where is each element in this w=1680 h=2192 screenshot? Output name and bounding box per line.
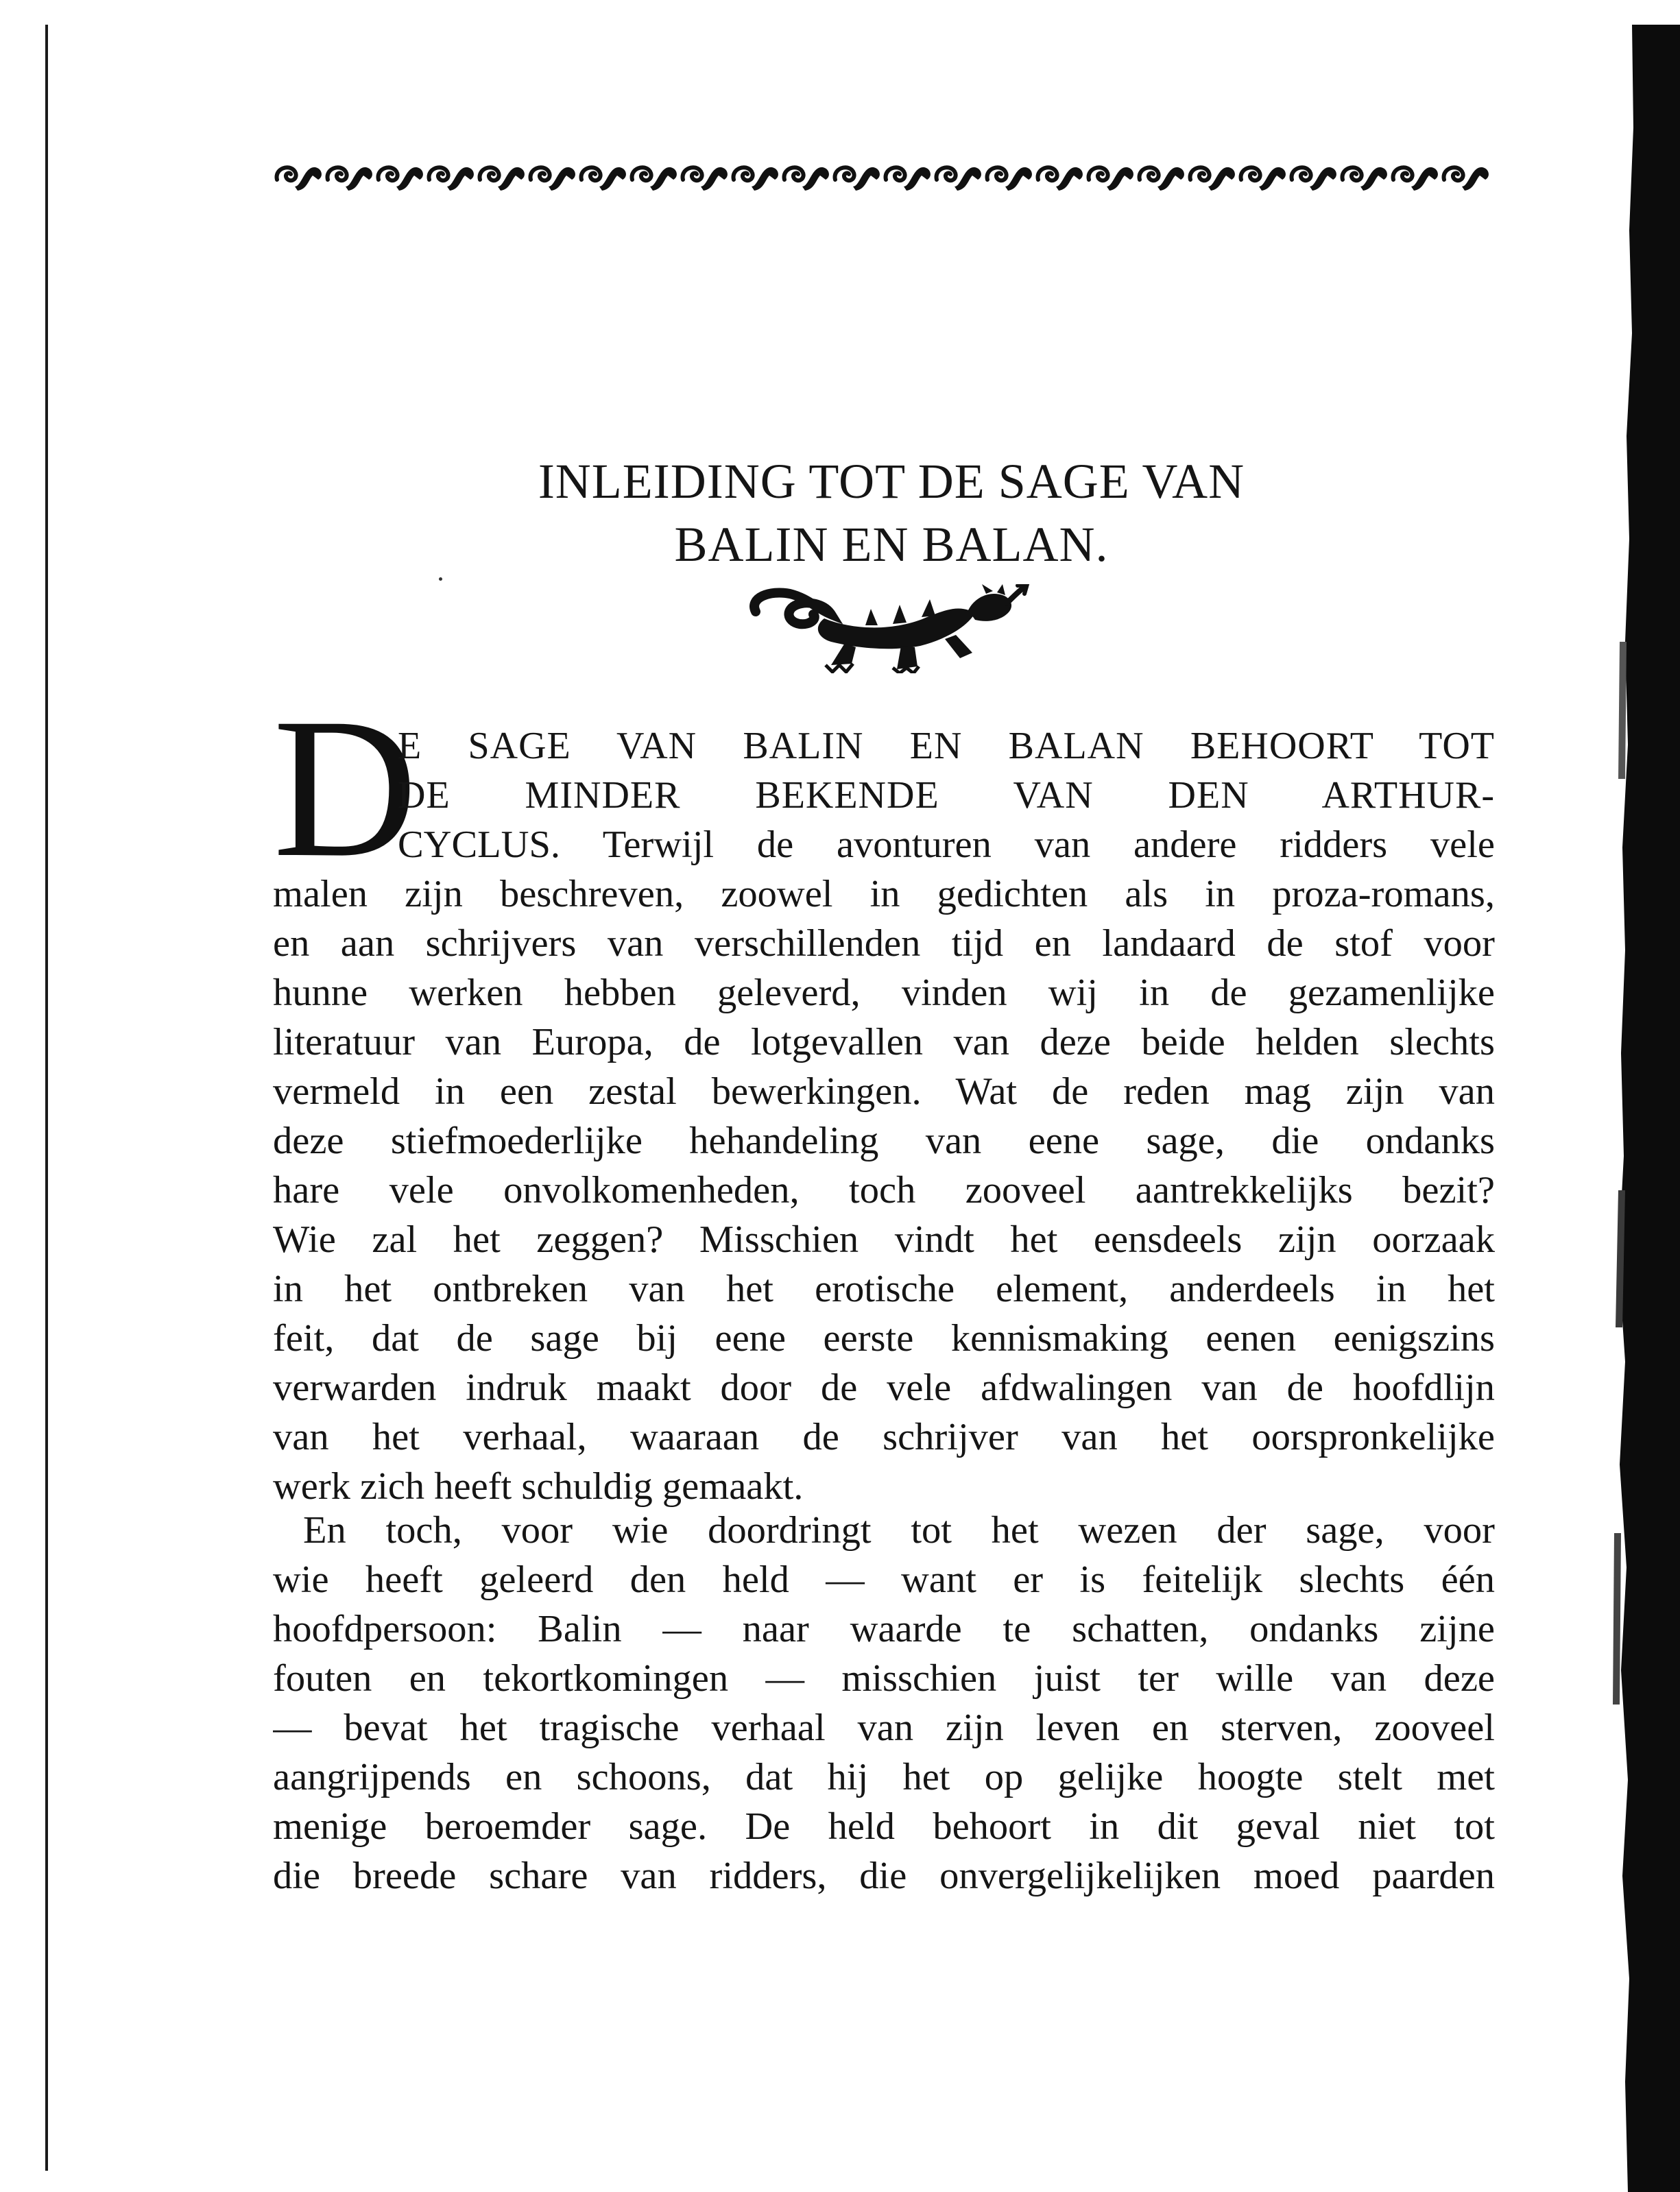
scan-right-edge-shadow [1605,25,1680,2192]
text-line: E SAGE VAN BALIN EN BALAN BEHOORT TOT [398,725,1495,767]
text-line: En toch, voor wie doordringt tot het wezen der sage, voor [303,1509,1495,1552]
text-line: van het verhaal, waaraan de schrijver van het oorspronkelijke [273,1416,1495,1458]
scroll-border-motif [1241,167,1286,191]
scan-left-edge-line [45,25,48,2171]
scroll-border-motif [429,167,474,191]
text-line: die breede schare van ridders, die onvergelijkelijken moed paarden [273,1855,1495,1897]
scroll-border-motif [328,167,372,191]
scroll-border-motif [1190,167,1235,191]
text-line: vermeld in een zestal bewerkingen. Wat de reden mag zijn van [273,1070,1495,1113]
page-title-line-2: BALIN EN BALAN. [674,517,1109,572]
text-line: verwarden indruk maakt door de vele afdwalingen van de hoofdlijn [273,1366,1495,1409]
text-line: literatuur van Europa, de lotgevallen van deze beide helden slechts [273,1021,1495,1063]
scroll-border-motif [1140,167,1184,191]
scroll-border-motif [937,167,981,191]
text-line: hunne werken hebben geleverd, vinden wij in de gezamenlijke [273,972,1495,1014]
text-line: wie heeft geleerd den held — want er is feitelijk slechts één [273,1558,1495,1601]
dragon-ornament [742,584,1030,673]
scroll-border-motif [1444,167,1489,191]
page-title-line-1: INLEIDING TOT DE SAGE VAN [538,454,1245,509]
scroll-border-motif [1393,167,1438,191]
text-line: aangrijpends en schoons, dat hij het op gelijke hoogte stelt met [273,1756,1495,1798]
text-line: Wie zal het zeggen? Misschien vindt het eensdeels zijn oorzaak [273,1218,1495,1261]
text-line: menige beroemder sage. De held behoort in dit geval niet tot [273,1805,1495,1848]
paragraph-1 [273,869,1495,1511]
scroll-border-motif [835,167,880,191]
text-line: hoofdpersoon: Balin — naar waarde te schatten, ondanks zijne [273,1608,1495,1650]
scroll-border-motif [1343,167,1387,191]
scroll-border-motif [531,167,575,191]
paragraph-1-opening [398,721,1495,869]
scroll-border-motif [1038,167,1083,191]
scroll-border-motif [379,167,423,191]
scroll-border-motif [683,167,728,191]
scan-speck [439,577,442,581]
text-line: feit, dat de sage bij eene eerste kennismaking eenen eenigszins [273,1317,1495,1360]
scroll-border-motif [632,167,677,191]
scroll-border-motif [1089,167,1133,191]
text-line: — bevat het tragische verhaal van zijn leven en sterven, zooveel [273,1707,1495,1749]
paragraph-2 [273,1506,1495,1901]
text-line: hare vele onvolkomenheden, toch zooveel aantrekkelijks bezit? [273,1169,1495,1212]
text-line: malen zijn beschreven, zoowel in gedichten als in proza-romans, [273,873,1495,915]
scroll-border-motif [1292,167,1336,191]
text-line: en aan schrijvers van verschillenden tijd en landaard de stof voor [273,922,1495,965]
text-line: in het ontbreken van het erotische element, anderdeels in het [273,1268,1495,1310]
scroll-border-motif [784,167,829,191]
text-line: DE MINDER BEKENDE VAN DEN ARTHUR- [398,774,1495,817]
text-line: werk zich heeft schuldig gemaakt. [273,1465,804,1508]
text-line: fouten en tekortkomingen — misschien juist ter wille van deze [273,1657,1495,1700]
text-line: CYCLUS. Terwijl de avonturen van andere ridders vele [398,823,1495,866]
scroll-border-motif [987,167,1032,191]
scroll-border-motif [277,167,322,191]
scroll-border-motif [480,167,525,191]
drop-cap: D [273,677,418,899]
scroll-border-motif [734,167,778,191]
scroll-border-motif [581,167,626,191]
scroll-border-motif [886,167,931,191]
text-line: deze stiefmoederlijke hehandeling van eene sage, die ondanks [273,1120,1495,1162]
scroll-border-ornament [273,159,1493,193]
